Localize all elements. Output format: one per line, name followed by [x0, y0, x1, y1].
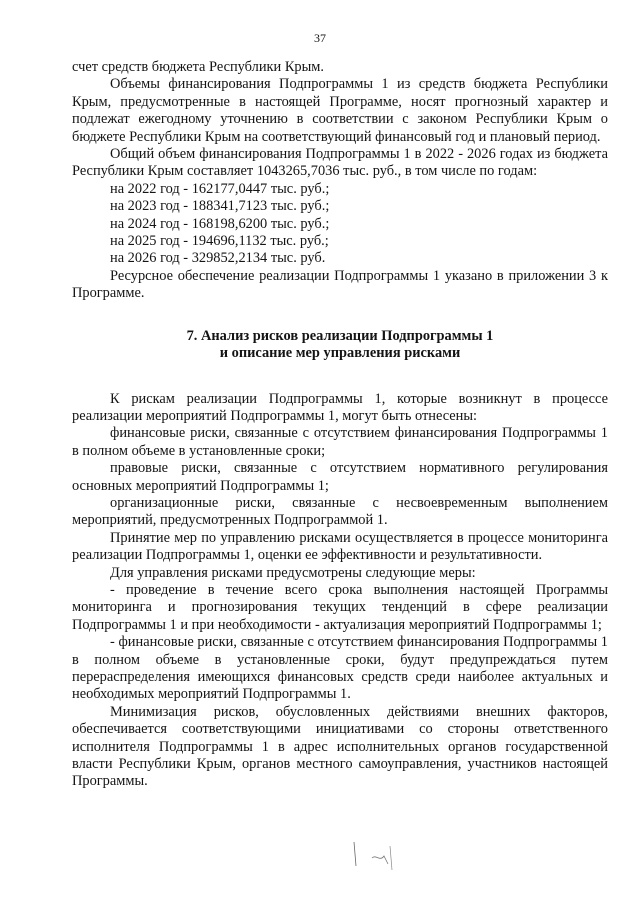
paragraph: организационные риски, связанные с несвоевременным выполнением мероприятий, предусмотренных Подпрограммой 1. — [72, 494, 608, 529]
year-line: на 2026 год - 329852,2134 тыс. руб. — [110, 250, 326, 267]
paragraph: счет средств бюджета Республики Крым. — [72, 59, 324, 75]
paragraph: - финансовые риски, связанные с отсутствием финансирования Подпрограммы 1 в полном объеме в установленные сроки, будут предупреждаться путем перераспределения имеющихся финансовых средств среди наиболее актуальных и необходимых мероприятий Подпрограммы 1. — [72, 634, 608, 703]
paragraph: Минимизация рисков, обусловленных действиями внешних факторов, обеспечивается соответствующими инициативами со стороны ответственного исполнителя Подпрограммы 1 в адрес исполнительных органов государственной власти Республики Крым, органов местного самоуправления, участников настоящей Программы. — [72, 703, 608, 790]
section-title-line: 7. Анализ рисков реализации Подпрограммы 1 — [186, 327, 494, 344]
page-number: 37 — [314, 31, 326, 45]
signature-mark — [350, 836, 410, 876]
paragraph: К рискам реализации Подпрограммы 1, которые возникнут в процессе реализации мероприятий Подпрограммы 1, могут быть отнесены: — [72, 390, 608, 424]
year-line: на 2023 год - 188341,7123 тыс. руб.; — [110, 198, 330, 215]
paragraph: Ресурсное обеспечение реализации Подпрограммы 1 указано в приложении 3 к Программе. — [72, 267, 608, 302]
paragraph: - проведение в течение всего срока выполнения настоящей Программы мониторинга и прогнозирования текущих тенденций в сфере реализации Подпрограммы 1 и при необходимости - актуализация мероприятий Подпрограммы 1; — [72, 581, 608, 633]
paragraph: Для управления рисками предусмотрены следующие меры: — [110, 564, 476, 581]
year-line: на 2025 год - 194696,1132 тыс. руб.; — [110, 233, 329, 250]
paragraph: Объемы финансирования Подпрограммы 1 из средств бюджета Республики Крым, предусмотренные в настоящей Программе, носят прогнозный характер и подлежат ежегодному уточнению в соответствии с законом Республики Крым о бюджете Республики Крым на соответствующий финансовый год и плановый период. — [72, 76, 608, 145]
year-line: на 2024 год - 168198,6200 тыс. руб.; — [110, 215, 330, 232]
paragraph: правовые риски, связанные с отсутствием нормативного регулирования основных мероприятий Подпрограммы 1; — [72, 460, 608, 494]
year-line: на 2022 год - 162177,0447 тыс. руб.; — [110, 180, 330, 197]
paragraph: Общий объем финансирования Подпрограммы 1 в 2022 - 2026 годах из бюджета Республики Крым составляет 1043265,7036 тыс. руб., в том числе по годам: — [72, 146, 608, 180]
section-title-line: и описание мер управления рисками — [219, 345, 461, 362]
document-body — [72, 59, 608, 791]
paragraph: финансовые риски, связанные с отсутствием финансирования Подпрограммы 1 в полном объеме в установленные сроки; — [72, 425, 608, 459]
paragraph: Принятие мер по управлению рисками осуществляется в процессе мониторинга реализации Подпрограммы 1, оценки ее эффективности и результативности. — [72, 529, 608, 564]
